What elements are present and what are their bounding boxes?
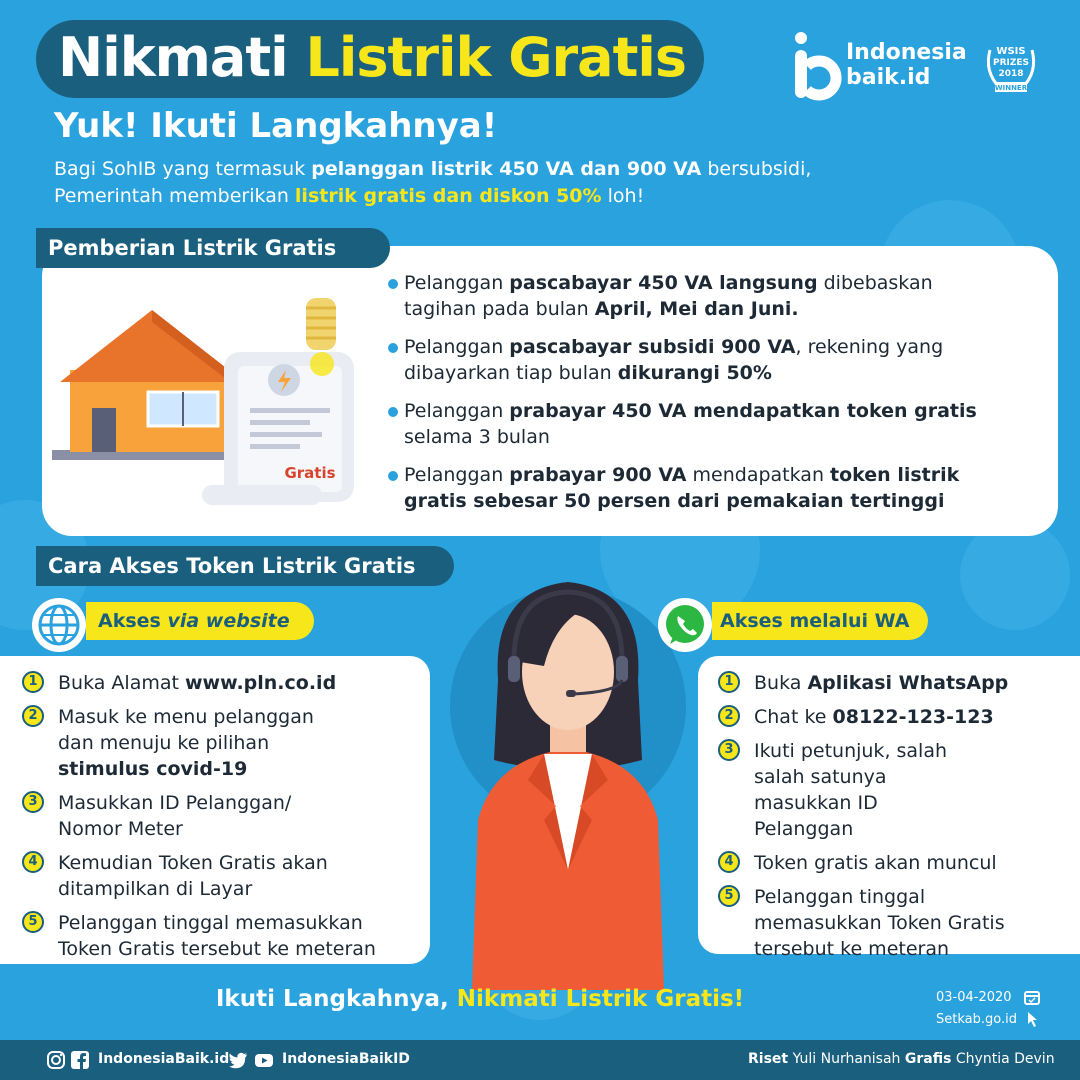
list-item: 3 Masukkan ID Pelanggan/ Nomor Meter [22, 790, 322, 842]
bg-bubble [960, 520, 1070, 630]
list-item: 1 Buka Alamat www.pln.co.id [22, 670, 410, 696]
list-item: 2 Masuk ke menu pelanggan dan menuju ke pilihan stimulus covid-19 [22, 704, 342, 782]
indonesiabaik-logo-icon [792, 30, 842, 102]
list-item: Pelanggan pascabayar 450 VA langsung dibebaskan tagihan pada bulan April, Mei dan Juni. [388, 270, 988, 322]
facebook-icon [70, 1050, 90, 1070]
page-title: Nikmati Listrik Gratis [58, 26, 687, 89]
free-electricity-list [388, 270, 988, 526]
svg-text:2018: 2018 [998, 69, 1024, 79]
list-item: Pelanggan prabayar 900 VA mendapatkan token listrik gratis sebesar 50 persen dari pemakaian tertinggi [388, 462, 988, 514]
list-item: 5 Pelanggan tinggal memasukkan Token Gratis tersebut ke meteran [22, 910, 412, 962]
pointer-icon [1024, 1010, 1040, 1028]
website-steps-card [0, 656, 430, 964]
logo-line1: Indonesia [846, 40, 967, 65]
social-handle-2: IndonesiaBaikID [282, 1051, 410, 1067]
social-handle-1: IndonesiaBaik.id [98, 1051, 230, 1067]
wa-steps-card [698, 656, 1080, 960]
wsis-award-badge [982, 36, 1040, 102]
list-item: Pelanggan prabayar 450 VA mendapatkan token gratis selama 3 bulan [388, 398, 988, 450]
credits: Riset Yuli Nurhanisah Grafis Chyntia Devin [748, 1051, 1055, 1067]
section-label-cara-akses: Cara Akses Token Listrik Gratis [36, 546, 454, 586]
whatsapp-icon [656, 596, 714, 654]
intro-text: Bagi SohIB yang termasuk pelanggan listrik 450 VA dan 900 VA bersubsidi, Pemerintah memberikan listrik gratis dan diskon 50% loh! [54, 158, 812, 207]
receipt-gratis-label: Gratis [284, 464, 336, 482]
twitter-icon [228, 1050, 248, 1070]
list-item: 4 Token gratis akan muncul [718, 850, 1070, 876]
page-subtitle: Yuk! Ikuti Langkahnya! [54, 106, 498, 146]
svg-text:PRIZES: PRIZES [992, 58, 1030, 68]
list-item: 4 Kemudian Token Gratis akan ditampilkan di Layar [22, 850, 362, 902]
house-receipt-illustration [52, 290, 382, 515]
list-item: 3 Ikuti petunjuk, salah salah satunya masukkan ID Pelanggan [718, 738, 978, 842]
access-website-label: Akses via website [86, 602, 314, 640]
list-item: Pelanggan pascabayar subsidi 900 VA, rekening yang dibayarkan tiap bulan dikurangi 50% [388, 334, 988, 386]
svg-text:WINNER: WINNER [994, 84, 1028, 92]
calendar-icon [1024, 989, 1040, 1005]
source-text: Setkab.go.id [936, 1012, 1017, 1027]
access-wa-label: Akses melalui WA [712, 602, 928, 640]
list-item: 1 Buka Aplikasi WhatsApp [718, 670, 1070, 696]
publish-date: 03-04-2020 [936, 990, 1012, 1005]
indonesiabaik-logo [792, 30, 982, 110]
list-item: 5 Pelanggan tinggal memasukkan Token Gratis tersebut ke meteran [718, 884, 1018, 962]
title-banner [36, 20, 704, 98]
logo-line2: baik.id [846, 65, 931, 90]
instagram-icon [46, 1050, 66, 1070]
globe-icon [30, 596, 88, 654]
section-label-pemberian: Pemberian Listrik Gratis [36, 228, 390, 268]
youtube-icon [254, 1050, 274, 1070]
social-footer-bar [0, 1040, 1080, 1080]
svg-text:WSIS: WSIS [996, 46, 1026, 57]
footer-call-to-action: Ikuti Langkahnya, Nikmati Listrik Gratis! [215, 986, 745, 1012]
list-item: 2 Chat ke 08122-123-123 [718, 704, 1070, 730]
